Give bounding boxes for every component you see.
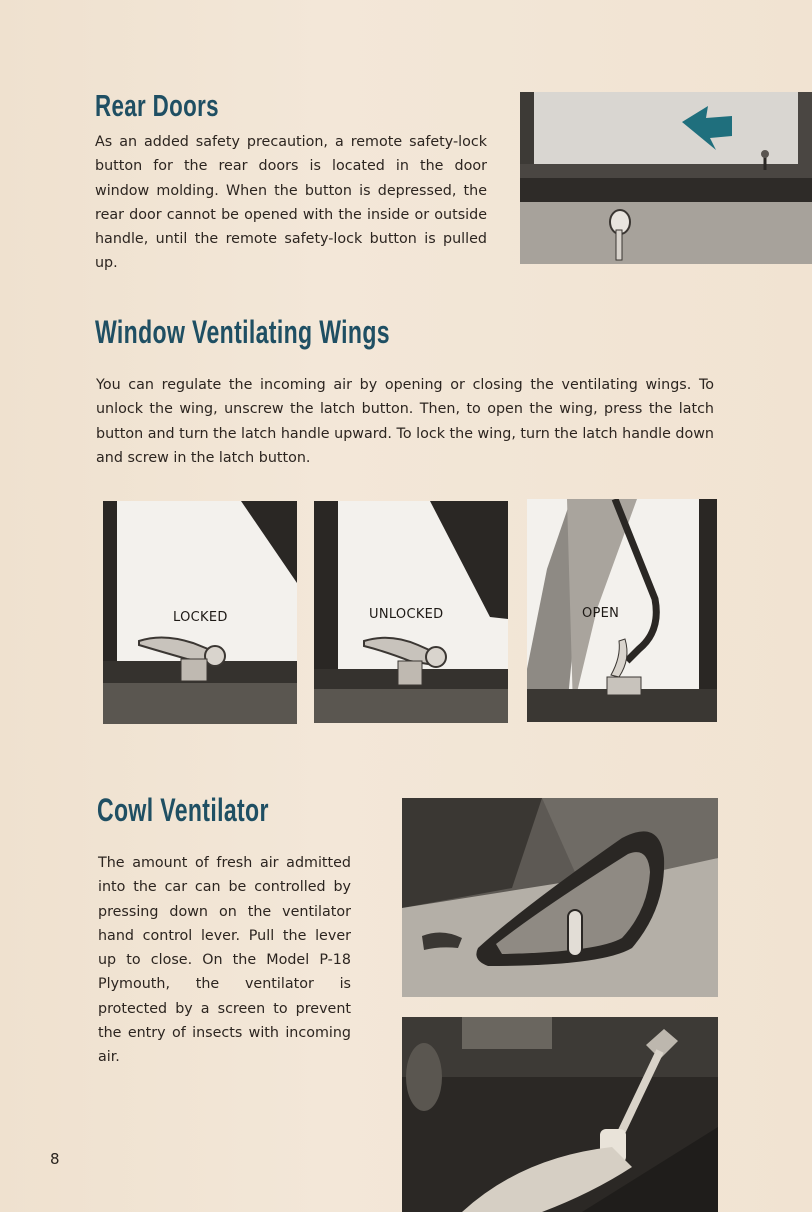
- locked-wing-photo: [103, 501, 297, 724]
- window-wings-heading: Window Ventilating Wings: [95, 314, 390, 350]
- unlocked-wing-photo: [314, 501, 508, 723]
- rear-doors-heading: Rear Doors: [95, 88, 219, 123]
- open-wing-photo: [527, 499, 717, 722]
- cowl-lever-photo: [402, 1017, 718, 1212]
- rear-doors-text: As an added safety precaution, a remote safety-lock button for the rear doors is located in the door window molding. When the button is depressed, the rear door cannot be opened with the inside or outside handle, until the remote safety-lock button is pulled up.: [95, 134, 487, 272]
- cowl-ventilator-text: The amount of fresh air admitted into the car can be controlled by pressing down on the ventilator hand control lever. Pull the lever up to close. On the Model P-18 Plymouth, the ventilator is protected by a screen to prevent the entry of insects with incoming air.: [98, 855, 351, 1066]
- window-wings-text: You can regulate the incoming air by opening or closing the ventilating wings. To unlock the wing, unscrew the latch button. Then, to open the wing, press the latch button and turn the latch handle upward. To lock the wing, turn the latch handle down and screw in the latch button.: [96, 377, 714, 466]
- cowl-vent-photo: [402, 798, 718, 997]
- cowl-ventilator-heading: Cowl Ventilator: [97, 792, 269, 828]
- open-label: OPEN: [582, 606, 620, 621]
- page-number: 8: [50, 1150, 60, 1168]
- locked-label: LOCKED: [173, 610, 228, 625]
- unlocked-label: UNLOCKED: [369, 607, 444, 622]
- rear-door-photo: [520, 92, 812, 264]
